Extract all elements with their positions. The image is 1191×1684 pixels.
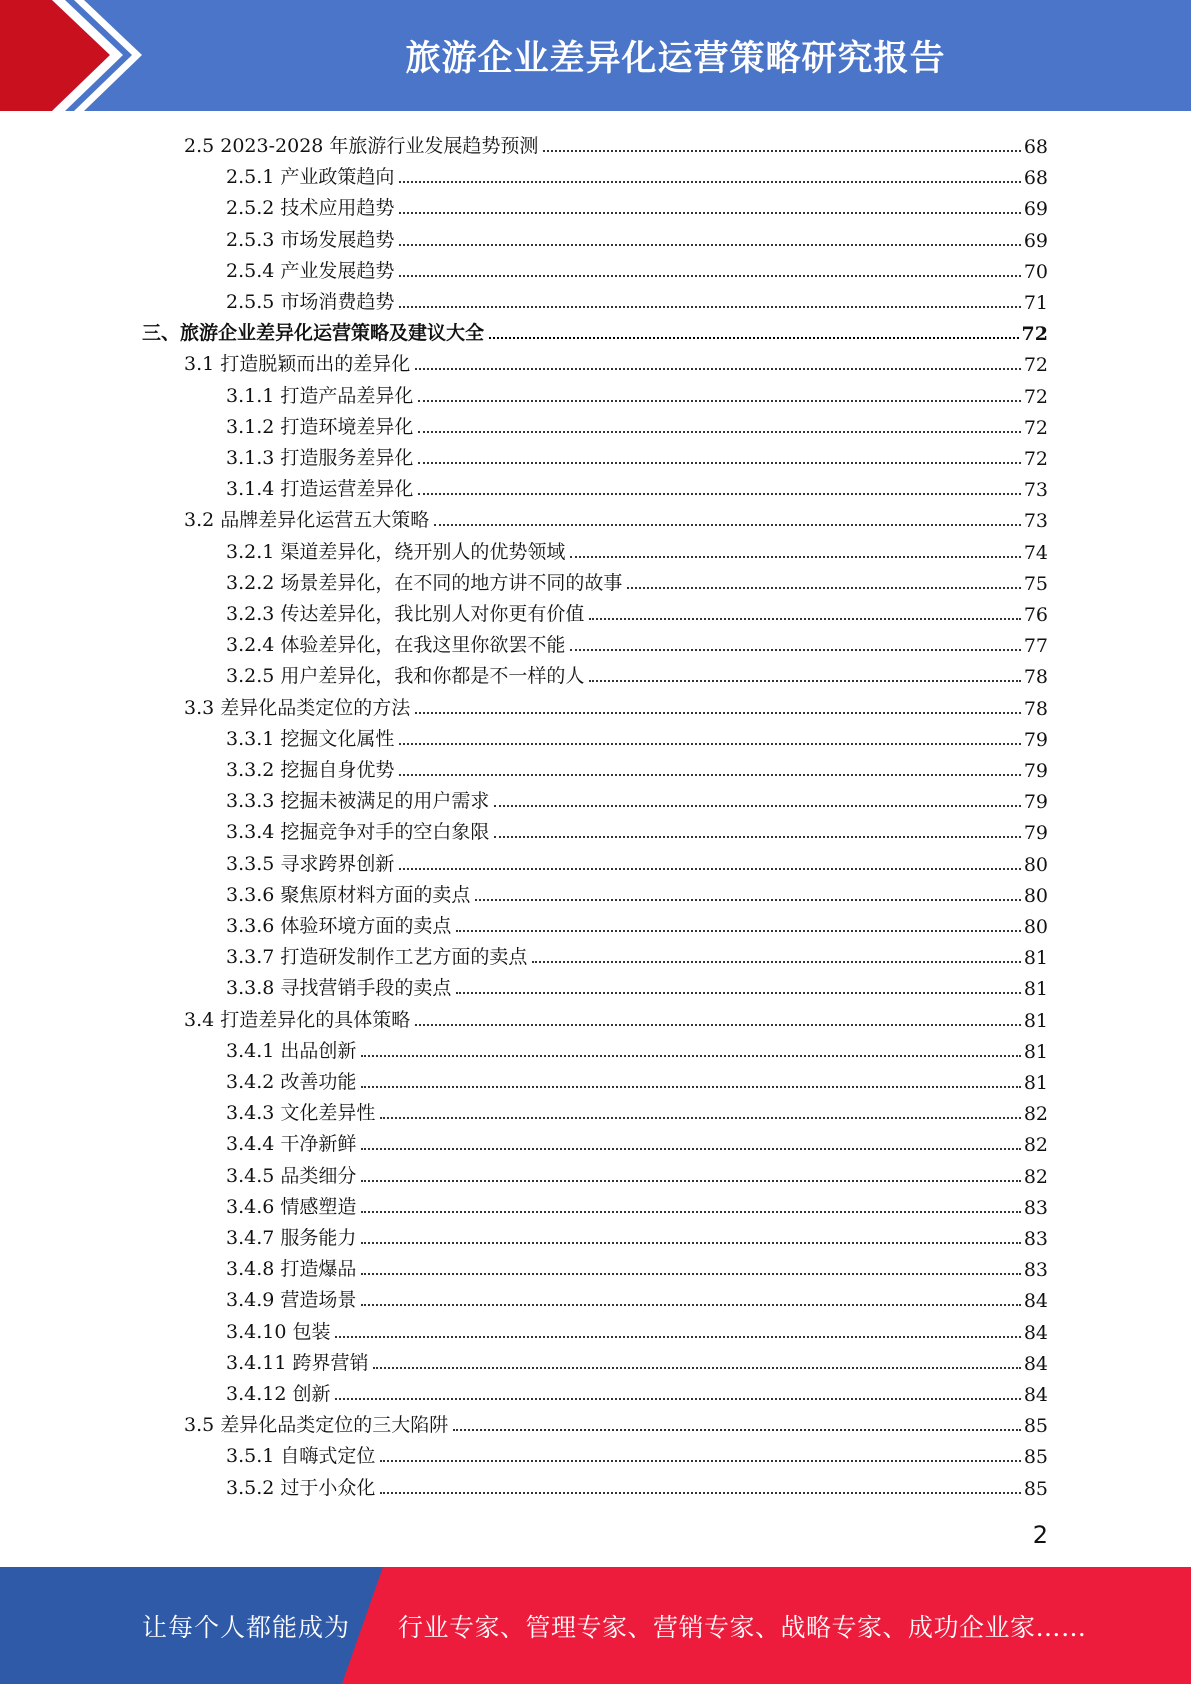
toc-dot-leader [361,1055,1020,1057]
toc-dot-leader [589,680,1020,682]
toc-entry-label: 3.4.8 打造爆品 [226,1258,357,1281]
toc-entry-page: 85 [1023,1415,1048,1438]
header-chevron-decoration [0,0,160,111]
toc-entry-page: 83 [1023,1228,1048,1250]
toc-entry-label: 3.5.2 过于小众化 [226,1476,376,1499]
toc-entry-label: 2.5.2 技术应用趋势 [226,197,395,220]
toc-dot-leader [399,244,1020,246]
toc-entry-page: 85 [1023,1446,1048,1469]
toc-entry[interactable] [184,689,1048,720]
toc-entry[interactable] [226,876,1048,907]
toc-dot-leader [373,1367,1020,1369]
toc-entry-label: 3.3.2 挖掘自身优势 [226,759,395,781]
toc-entry-page: 84 [1023,1352,1048,1375]
toc-entry-label: 2.5.4 产业发展趋势 [226,259,395,282]
toc-dot-leader [453,1429,1021,1431]
toc-dot-leader [434,524,1021,526]
toc-dot-leader [418,462,1020,464]
toc-dot-leader [415,1024,1021,1026]
toc-entry-label: 3.2.1 渠道差异化，绕开别人的优势领域 [226,540,566,563]
toc-entry-page: 77 [1023,635,1048,658]
toc-entry-label: 3.4.7 服务能力 [226,1227,357,1249]
toc-dot-leader [570,649,1020,651]
toc-entry-label: 3.4.11 跨界营销 [226,1351,369,1374]
toc-dot-leader [399,743,1020,745]
toc-entry-label: 3.4.1 出品创新 [226,1039,357,1062]
toc-entry-page: 84 [1023,1290,1048,1313]
toc-entry[interactable] [226,595,1048,626]
toc-dot-leader [418,431,1020,433]
toc-entry-page: 78 [1023,666,1048,689]
toc-dot-leader [489,337,1019,339]
toc-entry[interactable] [226,1375,1048,1406]
toc-dot-leader [418,400,1020,402]
toc-entry-page: 72 [1021,323,1048,346]
toc-dot-leader [335,1398,1020,1400]
toc-dot-leader [399,275,1020,277]
toc-entry-page: 80 [1023,884,1048,907]
toc-entry-label: 3.4.5 品类细分 [226,1164,357,1187]
toc-entry-page: 79 [1023,728,1048,751]
toc-entry-label: 3.1.2 打造环境差异化 [226,415,414,438]
document-title: 旅游企业差异化运营策略研究报告 [405,38,946,79]
toc-entry-page: 79 [1023,791,1048,814]
toc-entry[interactable] [226,439,1048,470]
toc-entry[interactable] [226,657,1048,688]
toc-dot-leader [380,1492,1020,1494]
toc-entry-page: 74 [1023,541,1048,564]
toc-entry-page: 72 [1023,354,1048,377]
toc-entry[interactable] [226,1313,1048,1344]
toc-entry-page: 85 [1023,1477,1048,1500]
toc-entry-page: 82 [1023,1165,1048,1188]
toc-dot-leader [361,1304,1020,1306]
toc-entry[interactable] [184,1001,1048,1032]
toc-entry[interactable] [226,845,1048,876]
toc-entry-page: 83 [1023,1196,1048,1219]
toc-entry[interactable] [226,1250,1048,1281]
toc-entry-label: 2.5 2023-2028 年旅游行业发展趋势预测 [184,135,539,157]
toc-entry-page: 81 [1023,947,1048,970]
toc-entry-label: 3.2.5 用户差异化，我和你都是不一样的人 [226,665,585,688]
toc-entry[interactable] [226,377,1048,408]
toc-dot-leader [532,961,1020,963]
toc-entry[interactable] [226,813,1048,844]
toc-dot-leader [415,712,1021,714]
toc-entry[interactable] [226,1344,1048,1375]
toc-entry-label: 3.5 差异化品类定位的三大陷阱 [184,1414,449,1437]
toc-dot-leader [627,587,1020,589]
toc-entry-label: 3.3.8 寻找营销手段的卖点 [226,977,452,1000]
toc-entry-page: 69 [1023,198,1048,221]
toc-dot-leader [361,1242,1020,1244]
toc-entry[interactable] [226,564,1048,595]
toc-entry[interactable] [184,1406,1048,1437]
toc-entry-label: 2.5.3 市场发展趋势 [226,228,395,251]
footer-slogan-right: 行业专家、管理专家、营销专家、战略专家、成功企业家…… [398,1612,1087,1642]
toc-dot-leader [475,899,1020,901]
toc-dot-leader [589,618,1020,620]
toc-entry-page: 78 [1023,697,1048,720]
toc-dot-leader [361,1211,1020,1213]
toc-entry[interactable] [226,938,1048,969]
toc-entry-page: 70 [1023,260,1048,283]
toc-entry-label: 3.4.10 包装 [226,1320,331,1343]
toc-entry[interactable] [226,969,1048,1000]
toc-entry[interactable] [226,158,1048,189]
toc-dot-leader [399,212,1020,214]
toc-entry-label: 3.3.4 挖掘竞争对手的空白象限 [226,821,490,844]
toc-entry-label: 3.4.2 改善功能 [226,1071,357,1093]
toc-entry-label: 3.3.6 体验环境方面的卖点 [226,915,452,937]
toc-entry[interactable] [226,1188,1048,1219]
toc-entry-label: 3.1.1 打造产品差异化 [226,384,414,407]
toc-entry[interactable] [226,1281,1048,1312]
toc-entry[interactable] [226,221,1048,252]
toc-entry[interactable] [226,720,1048,751]
toc-entry-label: 2.5.1 产业政策趋向 [226,166,395,189]
toc-entry-page: 79 [1023,760,1048,782]
toc-dot-leader [380,1117,1020,1119]
toc-entry-page: 73 [1023,479,1048,502]
toc-dot-leader [399,868,1020,870]
toc-entry[interactable] [226,1157,1048,1188]
toc-entry[interactable] [226,1063,1048,1094]
toc-entry-label: 3.2.3 传达差异化，我比别人对你更有价值 [226,603,585,625]
toc-dot-leader [380,1460,1020,1462]
toc-entry-label: 3.3.3 挖掘未被满足的用户需求 [226,790,490,813]
toc-entry-page: 80 [1023,916,1048,938]
toc-entry-label: 3.3.6 聚焦原材料方面的卖点 [226,883,471,906]
header-banner [0,0,1191,111]
toc-entry-page: 68 [1023,167,1048,190]
toc-entry-page: 72 [1023,385,1048,408]
toc-dot-leader [418,493,1020,495]
toc-dot-leader [399,306,1020,308]
toc-entry-label: 3.4 打造差异化的具体策略 [184,1008,411,1031]
toc-entry-page: 82 [1023,1103,1048,1126]
toc-entry[interactable] [226,1219,1048,1250]
toc-entry[interactable] [226,1032,1048,1063]
toc-entry[interactable] [226,1125,1048,1156]
toc-entry-label: 3.4.12 创新 [226,1383,331,1405]
toc-entry-page: 76 [1023,604,1048,626]
toc-entry-label: 3.3.1 挖掘文化属性 [226,727,395,750]
toc-entry-page: 81 [1023,1040,1048,1063]
toc-dot-leader [456,930,1020,932]
toc-entry[interactable] [184,127,1048,158]
toc-entry-page: 81 [1023,1072,1048,1094]
toc-entry-label: 3.1.3 打造服务差异化 [226,447,414,469]
toc-entry-label: 3.4.3 文化差异性 [226,1102,376,1125]
toc-dot-leader [399,181,1020,183]
toc-entry-label: 3.1 打造脱颖而出的差异化 [184,353,411,376]
footer-banner [0,1567,1191,1684]
toc-dot-leader [494,805,1020,807]
footer-slogan-left: 让每个人都能成为 [142,1612,351,1642]
toc-entry-page: 80 [1023,853,1048,876]
toc-entry-label: 三、旅游企业差异化运营策略及建议大全 [142,322,485,345]
toc-entry-page: 69 [1023,229,1048,252]
toc-entry-page: 75 [1023,572,1048,595]
toc-entry-label: 3.3 差异化品类定位的方法 [184,696,411,719]
toc-entry-label: 3.1.4 打造运营差异化 [226,478,414,501]
toc-entry-page: 73 [1023,510,1048,533]
toc-entry-label: 3.3.7 打造研发制作工艺方面的卖点 [226,946,528,969]
toc-entry[interactable] [226,1469,1048,1500]
toc-entry[interactable] [226,1094,1048,1125]
toc-entry-page: 82 [1023,1134,1048,1157]
toc-entry[interactable] [226,189,1048,220]
toc-entry-page: 79 [1023,822,1048,845]
toc-entry-label: 3.2 品牌差异化运营五大策略 [184,509,430,532]
toc-entry-page: 83 [1023,1259,1048,1282]
toc-entry-page: 71 [1023,292,1048,314]
toc-entry[interactable] [226,751,1048,782]
toc-entry[interactable] [226,252,1048,283]
toc-entry-label: 3.3.5 寻求跨界创新 [226,852,395,875]
toc-entry[interactable] [226,408,1048,439]
page-number: 2 [1032,1521,1048,1549]
toc-entry[interactable] [184,345,1048,376]
toc-entry-page: 81 [1023,978,1048,1001]
toc-dot-leader [543,150,1020,152]
toc-dot-leader [494,836,1020,838]
toc-entry-page: 84 [1023,1321,1048,1344]
toc-dot-leader [415,368,1021,370]
toc-dot-leader [335,1336,1020,1338]
toc-dot-leader [456,992,1020,994]
toc-entry-label: 3.2.2 场景差异化，在不同的地方讲不同的故事 [226,571,623,594]
toc-entry[interactable] [226,283,1048,314]
toc-entry-label: 3.2.4 体验差异化，在我这里你欲罢不能 [226,634,566,657]
toc-entry[interactable] [226,1437,1048,1468]
toc-dot-leader [361,1273,1020,1275]
toc-entry-label: 3.4.4 干净新鲜 [226,1133,357,1156]
toc-entry-label: 3.5.1 自嗨式定位 [226,1445,376,1468]
toc-entry-label: 2.5.5 市场消费趋势 [226,291,395,313]
toc-entry-label: 3.4.9 营造场景 [226,1289,357,1312]
toc-entry[interactable] [226,782,1048,813]
toc-dot-leader [399,774,1020,776]
toc-entry-label: 3.4.6 情感塑造 [226,1195,357,1218]
toc-entry[interactable] [184,501,1048,532]
toc-entry[interactable] [226,533,1048,564]
toc-entry-page: 68 [1023,136,1048,158]
toc-entry[interactable] [226,470,1048,501]
toc-entry[interactable] [226,907,1048,938]
toc-entry-page: 72 [1023,448,1048,470]
toc-dot-leader [361,1180,1020,1182]
toc-entry-page: 81 [1023,1009,1048,1032]
toc-entry-page: 84 [1023,1384,1048,1406]
toc-entry[interactable] [226,626,1048,657]
toc-entry-page: 72 [1023,416,1048,439]
toc-dot-leader [361,1148,1020,1150]
toc-dot-leader [570,556,1020,558]
toc-dot-leader [361,1086,1020,1088]
toc-entry[interactable] [142,314,1048,345]
